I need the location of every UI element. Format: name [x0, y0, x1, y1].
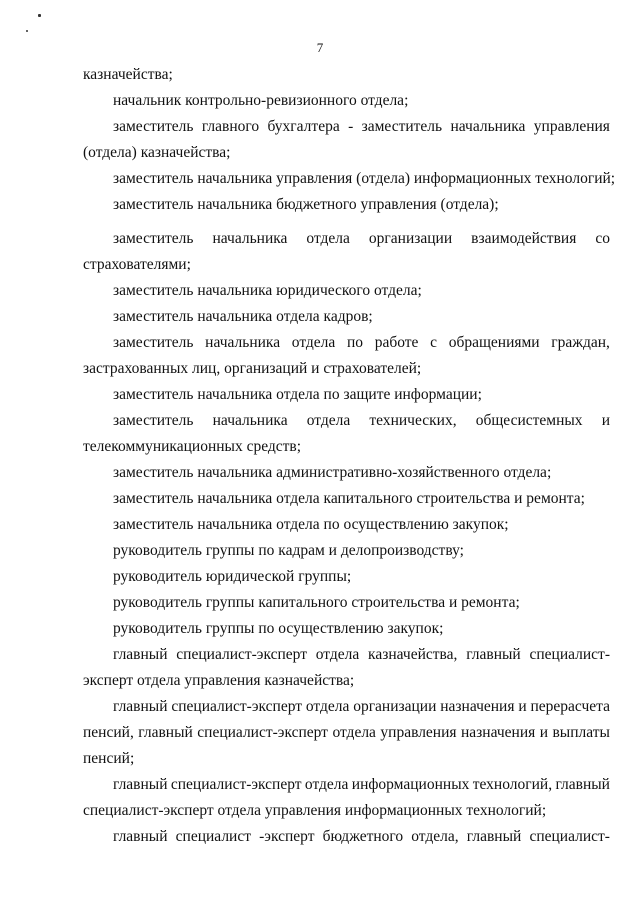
word: информационных	[351, 776, 470, 793]
word: технических,	[369, 412, 457, 429]
word: отдела	[291, 334, 336, 351]
word: отдела	[304, 776, 349, 793]
word: и	[518, 698, 527, 715]
word: управления	[533, 118, 610, 135]
word: главный	[466, 828, 522, 845]
word: с	[430, 334, 438, 351]
text-line: специалист-эксперт отдела управления информационных технологий;	[83, 802, 547, 819]
page-number: 7	[316, 40, 324, 55]
word: и	[601, 412, 610, 429]
list-item: заместитель начальника отдела по защите информации;	[113, 386, 482, 403]
list-item: заместитель начальника управления (отдела) информационных технологий;	[113, 170, 616, 187]
word: заместитель	[113, 230, 194, 247]
word: граждан,	[551, 334, 610, 351]
text-line: казначейства;	[83, 66, 173, 83]
word: главный	[113, 646, 168, 663]
list-item	[83, 114, 610, 140]
word: специалист-	[529, 646, 610, 663]
list-item	[83, 772, 610, 798]
word: -эксперт	[259, 828, 315, 845]
list-item: заместитель начальника административно-хозяйственного отдела;	[113, 464, 552, 481]
word: отдела,	[411, 828, 459, 845]
word: организации	[368, 230, 453, 247]
list-item	[83, 408, 610, 434]
word: и	[539, 724, 549, 741]
list-item: заместитель начальника юридического отдела;	[113, 282, 422, 299]
scan-speck	[26, 30, 28, 32]
text-line: пенсий;	[83, 750, 135, 767]
word: общесистемных	[475, 412, 583, 429]
word: специалист-эксперт	[176, 646, 307, 663]
list-item	[83, 642, 610, 668]
word: начальника	[212, 412, 288, 429]
word: технологий,	[472, 776, 553, 793]
word: обращениями	[448, 334, 540, 351]
list-item: руководитель группы по осуществлению закупок;	[113, 620, 444, 637]
list-item: заместитель начальника отдела кадров;	[113, 308, 373, 325]
word: взаимодействия	[471, 230, 577, 247]
word: начальника	[205, 334, 281, 351]
list-item: заместитель начальника отдела по осуществлению закупок;	[113, 516, 509, 533]
word: отдела	[315, 646, 360, 663]
word: специалист-эксперт	[170, 776, 302, 793]
text-line: застрахованных лиц, организаций и страхователей;	[83, 360, 422, 377]
word: специалист	[175, 828, 251, 845]
scan-speck	[38, 14, 41, 17]
word: отдела	[332, 724, 376, 741]
text-line: телекоммуникационных средств;	[83, 438, 302, 455]
word: главного	[201, 118, 260, 135]
text-line: эксперт отдела управления казначейства;	[83, 672, 355, 689]
word: главный	[113, 828, 168, 845]
word: перерасчета	[530, 698, 610, 715]
word: работе	[374, 334, 419, 351]
word: заместитель	[113, 118, 194, 135]
list-item	[83, 824, 610, 850]
list-item	[83, 226, 610, 252]
list-item: руководитель группы по кадрам и делопроизводству;	[113, 542, 464, 559]
word: бюджетного	[322, 828, 404, 845]
list-item: руководитель юридической группы;	[113, 568, 352, 585]
list-item	[83, 694, 610, 720]
word: казначейства,	[368, 646, 458, 663]
list-item	[83, 330, 610, 356]
text-line	[83, 720, 610, 746]
document-body	[83, 62, 616, 850]
word: управления	[380, 724, 457, 741]
word: главный	[138, 724, 193, 741]
word: главный	[113, 698, 168, 715]
list-item: заместитель начальника бюджетного управления (отдела);	[113, 196, 499, 213]
word: специалист-эксперт	[197, 724, 328, 741]
word: главный	[555, 776, 610, 793]
word: специалист-	[529, 828, 610, 845]
word: со	[595, 230, 610, 247]
word: заместитель	[361, 118, 443, 135]
list-item: руководитель группы капитального строительства и ремонта;	[113, 594, 520, 611]
text-line: (отдела) казначейства;	[83, 144, 231, 161]
word: назначения	[461, 724, 536, 741]
word: назначения	[440, 698, 515, 715]
word: заместитель	[113, 412, 194, 429]
word: отдела	[306, 230, 350, 247]
list-item: заместитель начальника отдела капитального строительства и ремонта;	[113, 490, 585, 507]
word: выплаты	[552, 724, 610, 741]
word: отдела	[305, 698, 350, 715]
list-item: начальник контрольно-ревизионного отдела;	[113, 92, 409, 109]
word: пенсий,	[83, 724, 134, 741]
word: начальника	[212, 230, 288, 247]
text-line: страхователями;	[83, 256, 191, 273]
word: организации	[353, 698, 437, 715]
word: бухгалтера	[267, 118, 340, 135]
word: по	[346, 334, 364, 351]
word: -	[348, 118, 354, 135]
word: специалист-эксперт	[171, 698, 303, 715]
word: отдела	[306, 412, 351, 429]
word: главный	[466, 646, 521, 663]
word: заместитель	[113, 334, 194, 351]
word: начальника	[450, 118, 526, 135]
word: главный	[113, 776, 168, 793]
